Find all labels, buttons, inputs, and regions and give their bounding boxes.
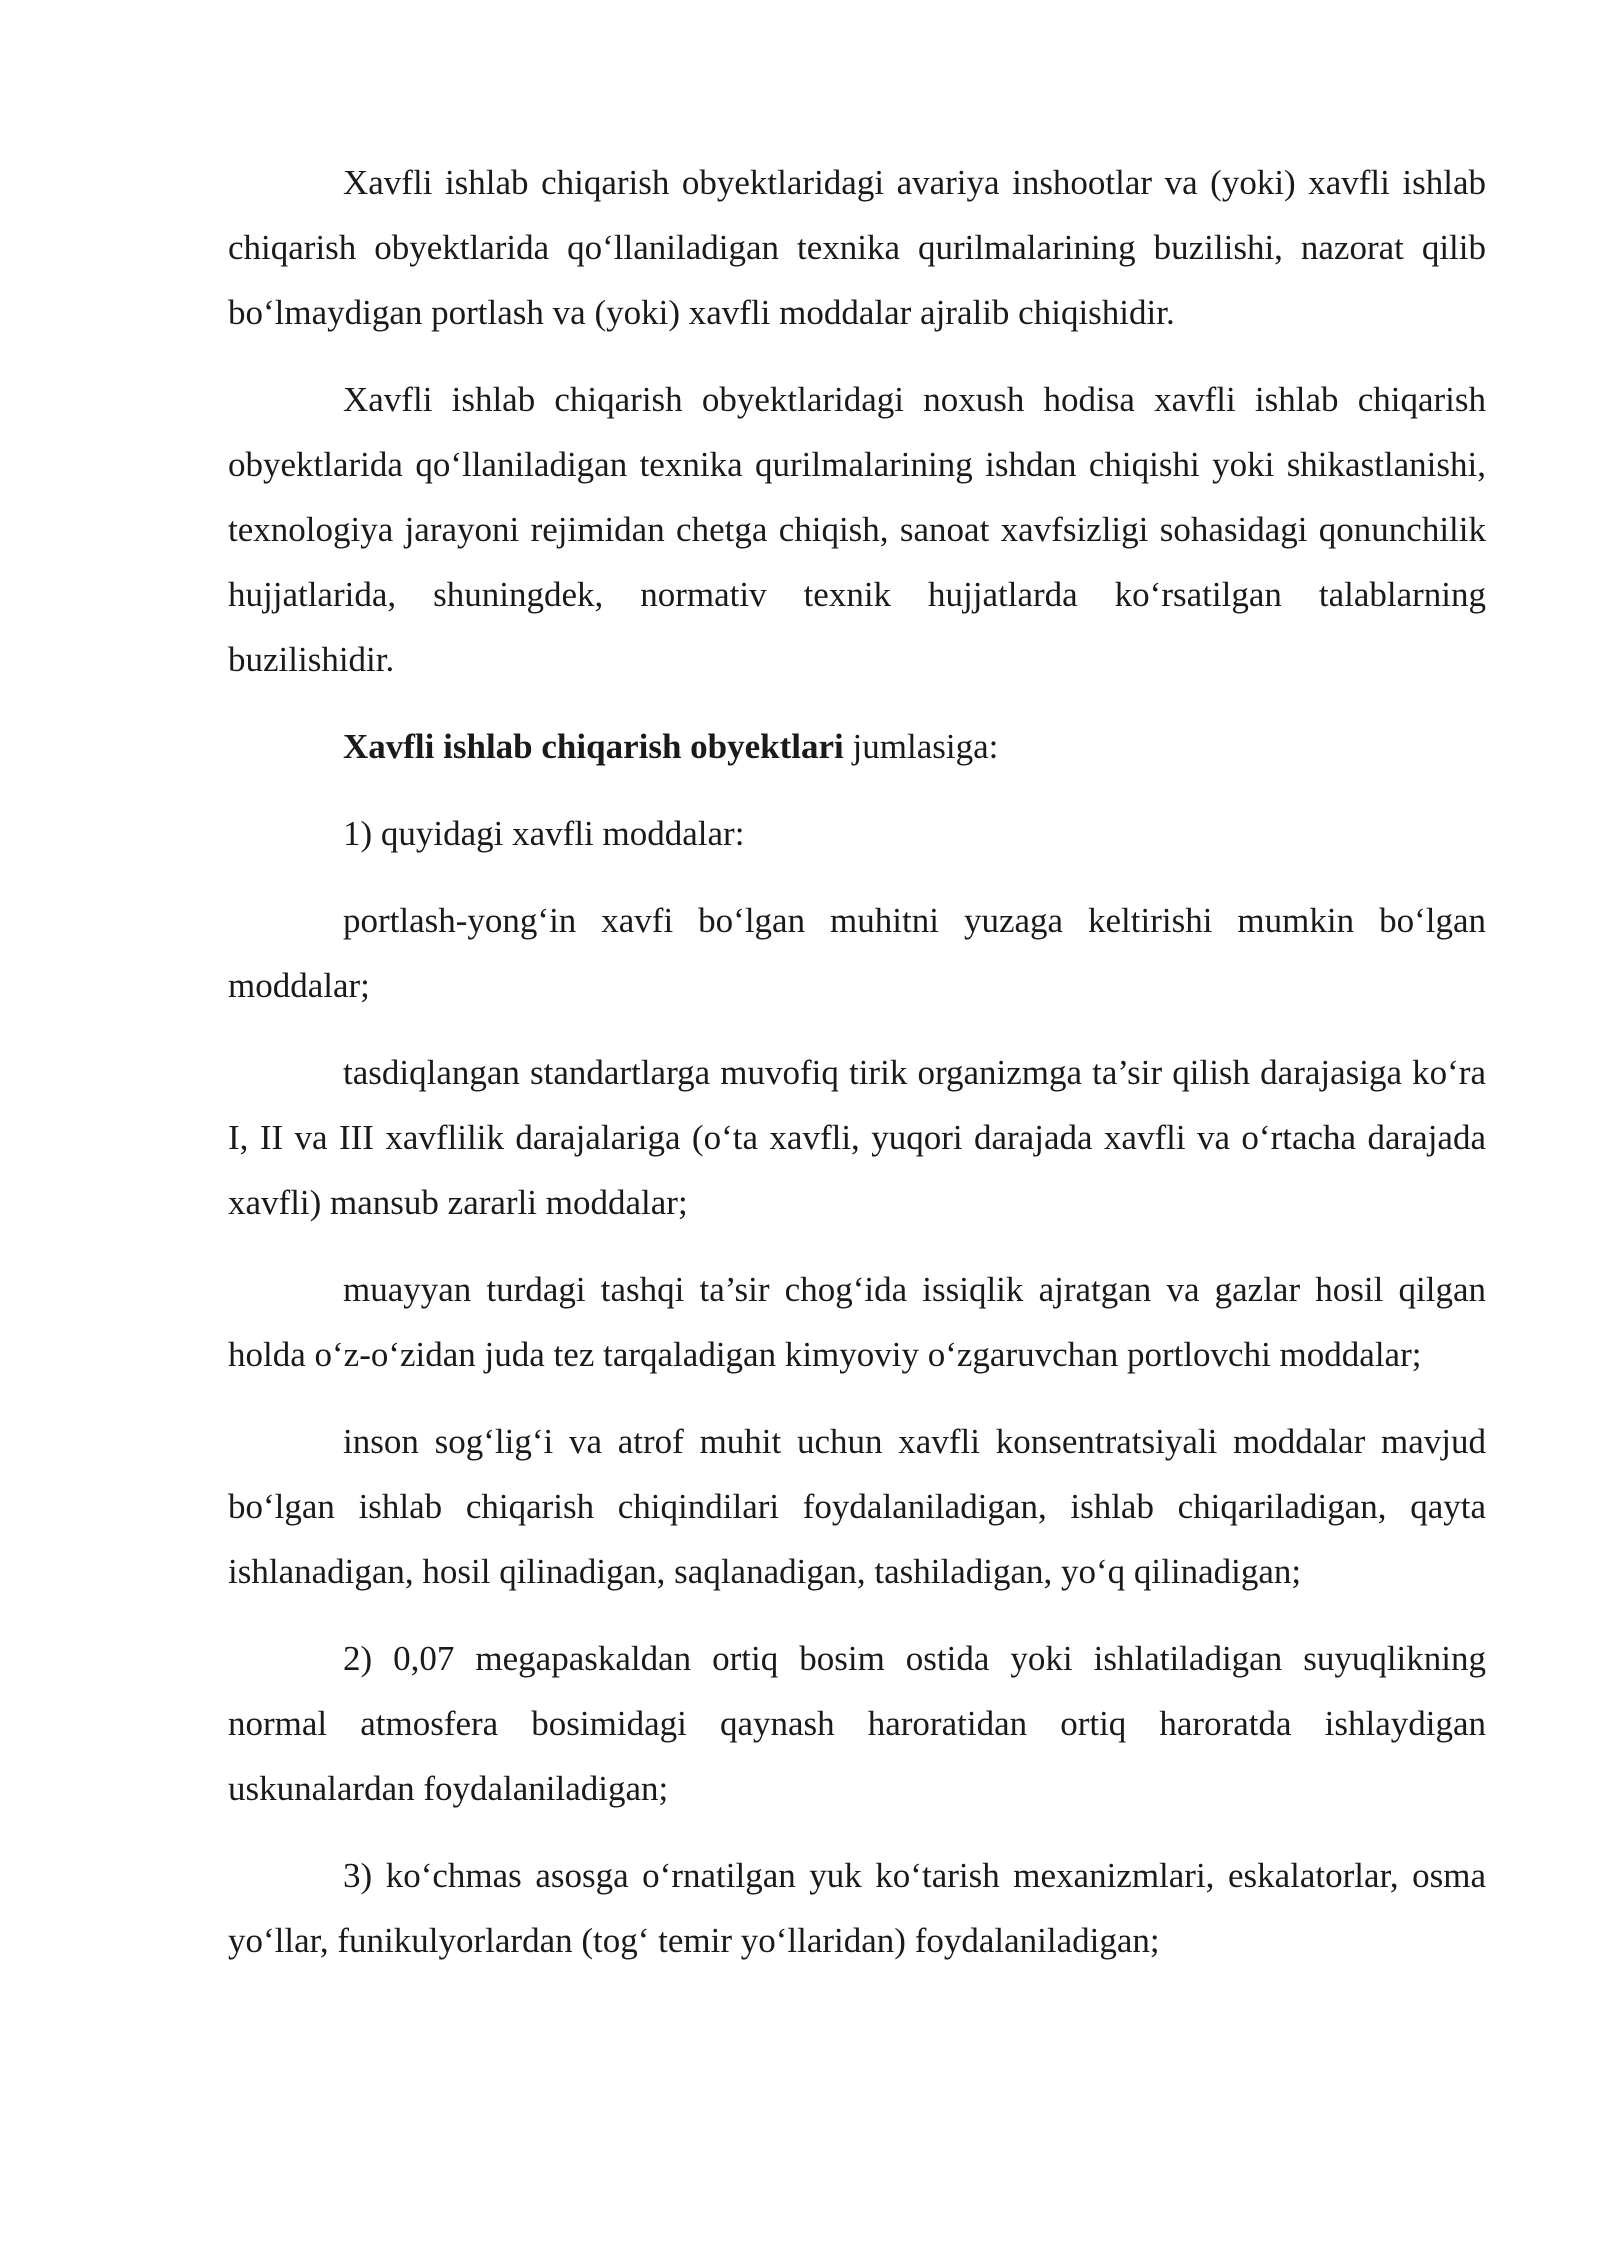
paragraph-incident-definition: Xavfli ishlab chiqarish obyektlaridagi noxush hodisa xavfli ishlab chiqarish obyektlarida qo‘llaniladigan texnika qurilmalarining ishdan chiqishi yoki shikastlanishi, texnologiya jarayoni rejimidan chetga chiqish, sanoat xavfsizligi sohasidagi qonunchilik hujjatlarida, shuningdek, normativ texnik hujjatlarda ko‘rsatilgan talablarning buzilishidir. <box>228 380 1486 679</box>
section-heading-bold: Xavfli ishlab chiqarish obyektlari <box>343 727 844 766</box>
list-item-harmful-substances: tasdiqlangan standartlarga muvofiq tirik organizmga ta’sir qilish darajasiga ko‘ra I, II va III xavflilik darajalariga (o‘ta xavfli, yuqori darajada xavfli va o‘rtacha darajada xavfli) mansub zararli moddalar; <box>228 1053 1486 1222</box>
list-item-production-waste: inson sog‘lig‘i va atrof muhit uchun xavfli konsentratsiyali moddalar mavjud bo‘lgan ishlab chiqarish chiqindilari foydalaniladigan, ishlab chiqariladigan, qayta ishlanadigan, hosil qilinadigan, saqlanadigan, tashiladigan, yo‘q qilinadigan; <box>228 1422 1486 1591</box>
list-item-3: 3) ko‘chmas asosga o‘rnatilgan yuk ko‘tarish mexanizmlari, eskalatorlar, osma yo‘llar, funikulyorlardan (tog‘ temir yo‘llaridan) foydalaniladigan; <box>228 1856 1486 1960</box>
list-item-1: 1) quyidagi xavfli moddalar: <box>343 814 745 853</box>
document-page <box>228 150 1486 1995</box>
list-item-chemical-explosives: muayyan turdagi tashqi ta’sir chog‘ida issiqlik ajratgan va gazlar hosil qilgan holda o‘z-o‘zidan juda tez tarqaladigan kimyoviy o‘zgaruvchan portlovchi moddalar; <box>228 1270 1486 1374</box>
list-item-explosive-substances: portlash-yong‘in xavfi bo‘lgan muhitni yuzaga keltirishi mumkin bo‘lgan moddalar; <box>228 901 1486 1005</box>
section-heading-rest: jumlasiga: <box>843 727 999 766</box>
section-heading <box>228 714 1486 779</box>
paragraph-accident-definition: Xavfli ishlab chiqarish obyektlaridagi avariya inshootlar va (yoki) xavfli ishlab chiqarish obyektlarida qo‘llaniladigan texnika qurilmalarining buzilishi, nazorat qilib bo‘lmaydigan portlash va (yoki) xavfli moddalar ajralib chiqishidir. <box>228 163 1486 332</box>
list-item-2: 2) 0,07 megapaskaldan ortiq bosim ostida yoki ishlatiladigan suyuqlikning normal atmosfera bosimidagi qaynash haroratidan ortiq haroratda ishlaydigan uskunalardan foydalaniladigan; <box>228 1639 1486 1808</box>
